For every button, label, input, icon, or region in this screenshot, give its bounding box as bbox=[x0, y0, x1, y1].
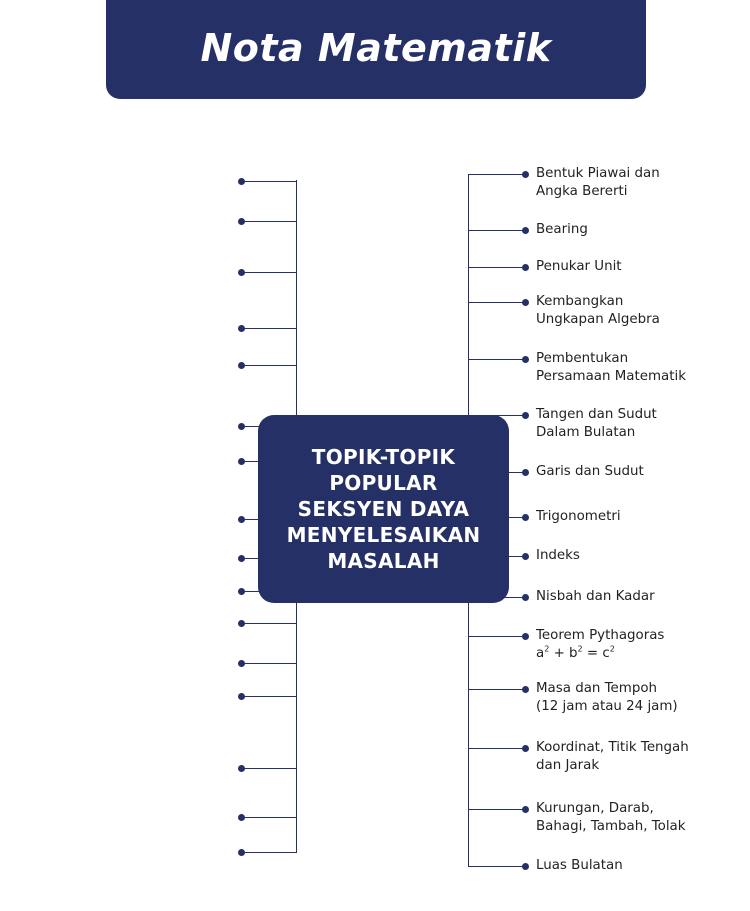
connector-line bbox=[468, 636, 525, 637]
connector-line bbox=[241, 817, 297, 818]
topic-label: Bentuk Piawai dan Angka Bererti bbox=[536, 166, 660, 199]
bullet-dot bbox=[238, 693, 245, 700]
connector-line bbox=[468, 267, 525, 268]
bullet-dot bbox=[522, 863, 529, 870]
bullet-dot bbox=[238, 218, 245, 225]
bullet-dot bbox=[522, 745, 529, 752]
page-title: Nota Matematik bbox=[200, 25, 552, 70]
topic-label: Garis dan Sudut bbox=[536, 464, 644, 479]
topic-label: Masa dan Tempoh (12 jam atau 24 jam) bbox=[536, 681, 678, 714]
bullet-dot bbox=[238, 620, 245, 627]
topic-label: Bearing bbox=[536, 222, 588, 237]
connector-line bbox=[468, 809, 525, 810]
connector-line bbox=[468, 689, 525, 690]
bullet-dot bbox=[522, 412, 529, 419]
bullet-dot bbox=[238, 516, 245, 523]
bullet-dot bbox=[238, 362, 245, 369]
center-title: TOPIK-TOPIK POPULAR SEKSYEN DAYA MENYELESAIKAN MASALAH bbox=[286, 445, 481, 573]
bullet-dot bbox=[238, 588, 245, 595]
connector-line bbox=[241, 365, 297, 366]
topic-label: Tangen dan Sudut Dalam Bulatan bbox=[536, 407, 657, 440]
topic-label: Kembangkan Ungkapan Algebra bbox=[536, 294, 660, 327]
bullet-dot bbox=[238, 849, 245, 856]
bullet-dot bbox=[522, 806, 529, 813]
bullet-dot bbox=[522, 227, 529, 234]
topic-label: Trigonometri bbox=[536, 509, 621, 524]
bullet-dot bbox=[238, 423, 245, 430]
connector-line bbox=[468, 302, 525, 303]
topic-label: Kurungan, Darab, Bahagi, Tambah, Tolak bbox=[536, 801, 686, 834]
bullet-dot bbox=[522, 469, 529, 476]
title-banner bbox=[106, 0, 646, 99]
bullet-dot bbox=[522, 686, 529, 693]
bullet-dot bbox=[238, 765, 245, 772]
bullet-dot bbox=[522, 264, 529, 271]
connector-line bbox=[241, 663, 297, 664]
topic-label: Koordinat, Titik Tengah dan Jarak bbox=[536, 740, 689, 773]
bullet-dot bbox=[238, 178, 245, 185]
topic-label: Teorem Pythagoras $a^2 + b^2 = c^2$ bbox=[536, 628, 665, 661]
topic-label: Penukar Unit bbox=[536, 259, 622, 274]
bullet-dot bbox=[522, 633, 529, 640]
bullet-dot bbox=[522, 299, 529, 306]
connector-line bbox=[241, 272, 297, 273]
connector-line bbox=[241, 768, 297, 769]
bullet-dot bbox=[238, 555, 245, 562]
topic-label: Luas Bulatan bbox=[536, 858, 623, 873]
bullet-dot bbox=[522, 171, 529, 178]
bullet-dot bbox=[238, 660, 245, 667]
bullet-dot bbox=[522, 553, 529, 560]
topic-label: Nisbah dan Kadar bbox=[536, 589, 655, 604]
bullet-dot bbox=[522, 356, 529, 363]
bullet-dot bbox=[522, 514, 529, 521]
connector-line bbox=[241, 696, 297, 697]
bullet-dot bbox=[238, 325, 245, 332]
connector-line bbox=[241, 328, 297, 329]
connector-line bbox=[241, 623, 297, 624]
topic-label: Indeks bbox=[536, 548, 580, 563]
connector-line bbox=[241, 181, 297, 182]
connector-line bbox=[468, 748, 525, 749]
bullet-dot bbox=[238, 814, 245, 821]
connector-line bbox=[468, 866, 525, 867]
connector-line bbox=[468, 174, 525, 175]
connector-line bbox=[241, 221, 297, 222]
connector-line bbox=[468, 230, 525, 231]
center-topic-box bbox=[258, 415, 509, 603]
topic-label: Pembentukan Persamaan Matematik bbox=[536, 351, 686, 384]
connector-line bbox=[241, 852, 297, 853]
bullet-dot bbox=[238, 458, 245, 465]
connector-line bbox=[468, 359, 525, 360]
bullet-dot bbox=[522, 594, 529, 601]
bullet-dot bbox=[238, 269, 245, 276]
